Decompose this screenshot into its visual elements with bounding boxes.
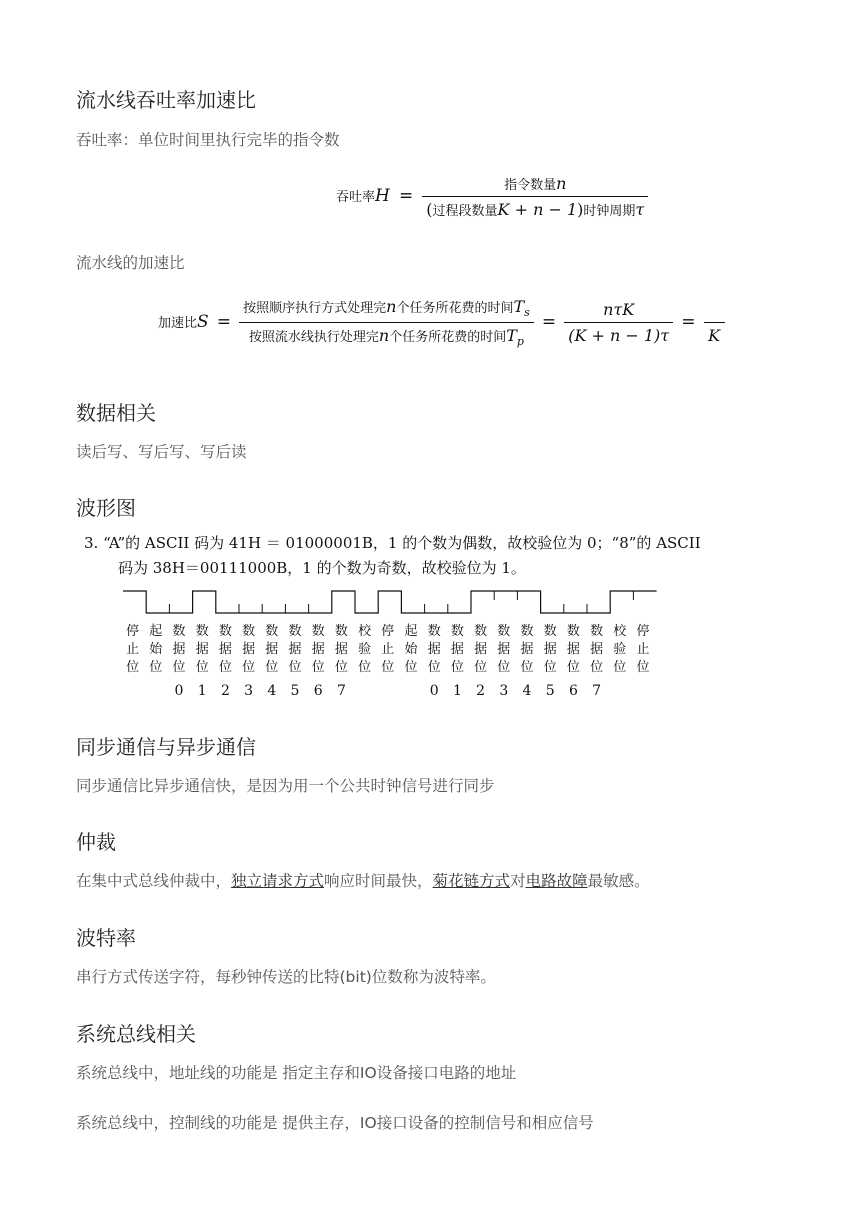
bit-label-char: 位 (590, 660, 604, 675)
frac1-num-text-b: 个任务所花费的时间 (396, 301, 514, 316)
bit-label-char: 起 (404, 624, 418, 639)
bit-number-A: 1 (197, 683, 207, 699)
bit-label-char: 停 (381, 624, 395, 639)
bit-label-char: 数 (334, 624, 348, 639)
bit-label-char: 据 (427, 642, 441, 657)
bit-label-char: 位 (334, 660, 348, 675)
speedup-lhs-label: 加速比 (158, 316, 198, 332)
heading-bus: 系统总线相关 (76, 1022, 196, 1046)
baud-text: 串行方式传送字符，每秒钟传送的比特(bit)位数称为波特率。 (76, 968, 496, 986)
speedup-fraction-2 (564, 300, 673, 345)
bit-number-A: 7 (336, 683, 346, 699)
bit-label-char: 据 (265, 642, 279, 657)
waveform-line-1: 3. “A”的 ASCII 码为 41H ＝ 01000001B，1 的个数为偶数，故校验位为 0；“8”的 ASCII (84, 534, 701, 552)
bit-label-char: 据 (450, 642, 464, 657)
bit-label-char: 位 (450, 660, 464, 675)
den-close: ) (577, 200, 584, 219)
bit-label-char: 校 (613, 624, 627, 639)
bit-label-char: 停 (636, 624, 650, 639)
bit-label-char: 位 (358, 660, 372, 675)
frac1-den-var: n (378, 326, 390, 346)
bit-number-A: 4 (267, 683, 277, 699)
frac1-num-var: n (386, 297, 397, 316)
bit-number-8: 0 (429, 683, 439, 699)
bit-label-char: 校 (358, 624, 372, 639)
bit-label-char: 位 (566, 660, 580, 675)
bit-label-char: 位 (520, 660, 534, 675)
arb-text-3: 对 (510, 872, 526, 890)
bit-label-char: 位 (195, 660, 209, 675)
bit-label-char: 始 (149, 642, 163, 657)
speedup-eq-3: = (681, 312, 696, 333)
speedup-fraction-1 (239, 297, 534, 348)
bit-label-char: 据 (566, 642, 580, 657)
den-label2: 时钟周期 (583, 204, 636, 219)
frac1-num-text-a: 按照顺序执行方式处理完 (243, 301, 387, 316)
bit-number-8: 6 (568, 683, 578, 699)
throughput-formula (336, 174, 648, 219)
independent-request-link: 独立请求方式 (231, 872, 325, 890)
speedup-fraction-3 (704, 300, 725, 345)
bit-label-char: 据 (334, 642, 348, 657)
frac1-den-text-a: 按照流水线执行处理完 (248, 330, 379, 346)
bit-number-A: 2 (220, 683, 230, 699)
bit-label-char: 位 (613, 660, 627, 675)
bus-text-1: 系统总线中，地址线的功能是 指定主存和IO设备接口电路的地址 (76, 1064, 517, 1082)
bit-label-char: 停 (126, 624, 140, 639)
daisy-chain-link: 菊花链方式 (432, 872, 511, 890)
bit-label-char: 起 (149, 624, 163, 639)
bit-label-char: 数 (172, 624, 186, 639)
bit-label-char: 位 (126, 660, 140, 675)
bit-label-char: 数 (543, 624, 557, 639)
bit-label-char: 位 (311, 660, 325, 675)
bit-label-char: 据 (474, 642, 488, 657)
bit-label-char: 位 (172, 660, 186, 675)
bit-label-char: 验 (358, 642, 372, 657)
bit-number-8: 2 (476, 683, 486, 699)
waveform-diagram (115, 585, 675, 705)
frac1-num-sub: s (524, 306, 530, 320)
bit-label-char: 位 (242, 660, 256, 675)
bit-label-char: 始 (404, 642, 418, 657)
bit-label-char: 数 (218, 624, 232, 639)
arb-text-1: 在集中式总线仲裁中， (76, 872, 232, 890)
speedup-formula (158, 297, 725, 348)
bit-label-char: 数 (474, 624, 488, 639)
bit-label-char: 据 (311, 642, 325, 657)
circuit-fault-link: 电路故障 (525, 872, 588, 890)
bit-label-char: 数 (427, 624, 441, 639)
bit-number-A: 0 (174, 683, 184, 699)
speedup-lhs-var: S (197, 312, 209, 333)
sync-text: 同步通信比异步通信快，是因为用一个公共时钟信号进行同步 (76, 777, 495, 795)
bit-label-char: 数 (195, 624, 209, 639)
bit-label-char: 位 (218, 660, 232, 675)
throughput-fraction (422, 174, 648, 219)
arb-text-4: 最敏感。 (587, 872, 650, 890)
bit-label-char: 数 (497, 624, 511, 639)
bit-number-A: 5 (290, 683, 300, 699)
bit-label-char: 据 (543, 642, 557, 657)
speedup-eq: = (216, 312, 232, 333)
bit-label-char: 止 (126, 642, 140, 657)
bit-label-char: 位 (497, 660, 511, 675)
bit-label-char: 据 (497, 642, 511, 657)
bit-label-char: 数 (265, 624, 279, 639)
bit-label-char: 数 (566, 624, 580, 639)
data-hazard-text: 读后写、写后写、写后读 (76, 443, 247, 461)
bit-label-char: 数 (288, 624, 302, 639)
bit-label-char: 数 (450, 624, 464, 639)
bit-label-char: 数 (242, 624, 256, 639)
frac1-den-T: T (506, 326, 517, 346)
num-label: 指令数量 (504, 178, 557, 193)
bus-text-2: 系统总线中，控制线的功能是 提供主存，IO接口设备的控制信号和相应信号 (76, 1114, 594, 1132)
heading-waveform: 波形图 (76, 496, 136, 520)
den-expr: K + n − 1 (497, 200, 578, 219)
arbitration-text (76, 869, 650, 891)
bit-label-char: 数 (590, 624, 604, 639)
bit-label-char: 位 (474, 660, 488, 675)
frac1-den-text-b: 个任务所花费的时间 (389, 330, 507, 346)
frac1-num-T: T (513, 297, 525, 316)
bit-label-char: 据 (590, 642, 604, 657)
heading-arbitration: 仲裁 (76, 830, 116, 854)
frac2-num: nτK (564, 300, 673, 323)
bit-label-char: 据 (520, 642, 534, 657)
throughput-definition: 吞吐率：单位时间里执行完毕的指令数 (76, 131, 340, 149)
formula-lhs-label: 吞吐率 (336, 190, 376, 205)
waveform-signal (123, 591, 657, 613)
bit-label-char: 据 (242, 642, 256, 657)
formula-lhs-var: H (375, 186, 390, 206)
heading-data-hazard: 数据相关 (76, 401, 156, 425)
speedup-text: 流水线的加速比 (76, 254, 185, 272)
bit-label-char: 位 (265, 660, 279, 675)
num-var: n (556, 174, 567, 193)
bit-number-8: 7 (592, 683, 602, 699)
bit-label-char: 据 (195, 642, 209, 657)
speedup-eq-2: = (541, 312, 557, 333)
bit-label-char: 数 (311, 624, 325, 639)
den-var: τ (635, 200, 645, 219)
frac2-den: (K + n − 1)τ (568, 326, 670, 346)
frac1-den-sub: p (516, 335, 524, 349)
bit-label-char: 位 (636, 660, 650, 675)
bit-label-char: 止 (381, 642, 395, 657)
heading-sync: 同步通信与异步通信 (76, 735, 256, 759)
bit-label-char: 位 (288, 660, 302, 675)
arb-text-2: 响应时间最快， (324, 872, 433, 890)
bit-number-A: 6 (313, 683, 323, 699)
bit-number-8: 1 (452, 683, 462, 699)
bit-label-char: 止 (636, 642, 650, 657)
den-label: 过程段数量 (432, 204, 498, 219)
bit-label-char: 位 (427, 660, 441, 675)
bit-label-char: 验 (613, 642, 627, 657)
bit-number-8: 4 (522, 683, 532, 699)
bit-number-A: 3 (244, 683, 254, 699)
waveform-line-2: 码为 38H＝00111000B，1 的个数为奇数，故校验位为 1。 (118, 559, 526, 577)
heading-baud: 波特率 (76, 926, 136, 950)
bit-label-char: 位 (404, 660, 418, 675)
formula-eq: = (398, 186, 414, 206)
den-open: ( (426, 200, 433, 219)
bit-label-char: 据 (288, 642, 302, 657)
bit-label-char: 位 (543, 660, 557, 675)
bit-number-8: 3 (499, 683, 509, 699)
bit-label-char: 据 (218, 642, 232, 657)
bit-label-char: 位 (149, 660, 163, 675)
frac3-den: K (708, 326, 721, 346)
heading-throughput: 流水线吞吐率加速比 (76, 88, 256, 112)
bit-label-char: 位 (381, 660, 395, 675)
bit-label-char: 数 (520, 624, 534, 639)
bit-number-8: 5 (545, 683, 555, 699)
bit-label-char: 据 (172, 642, 186, 657)
